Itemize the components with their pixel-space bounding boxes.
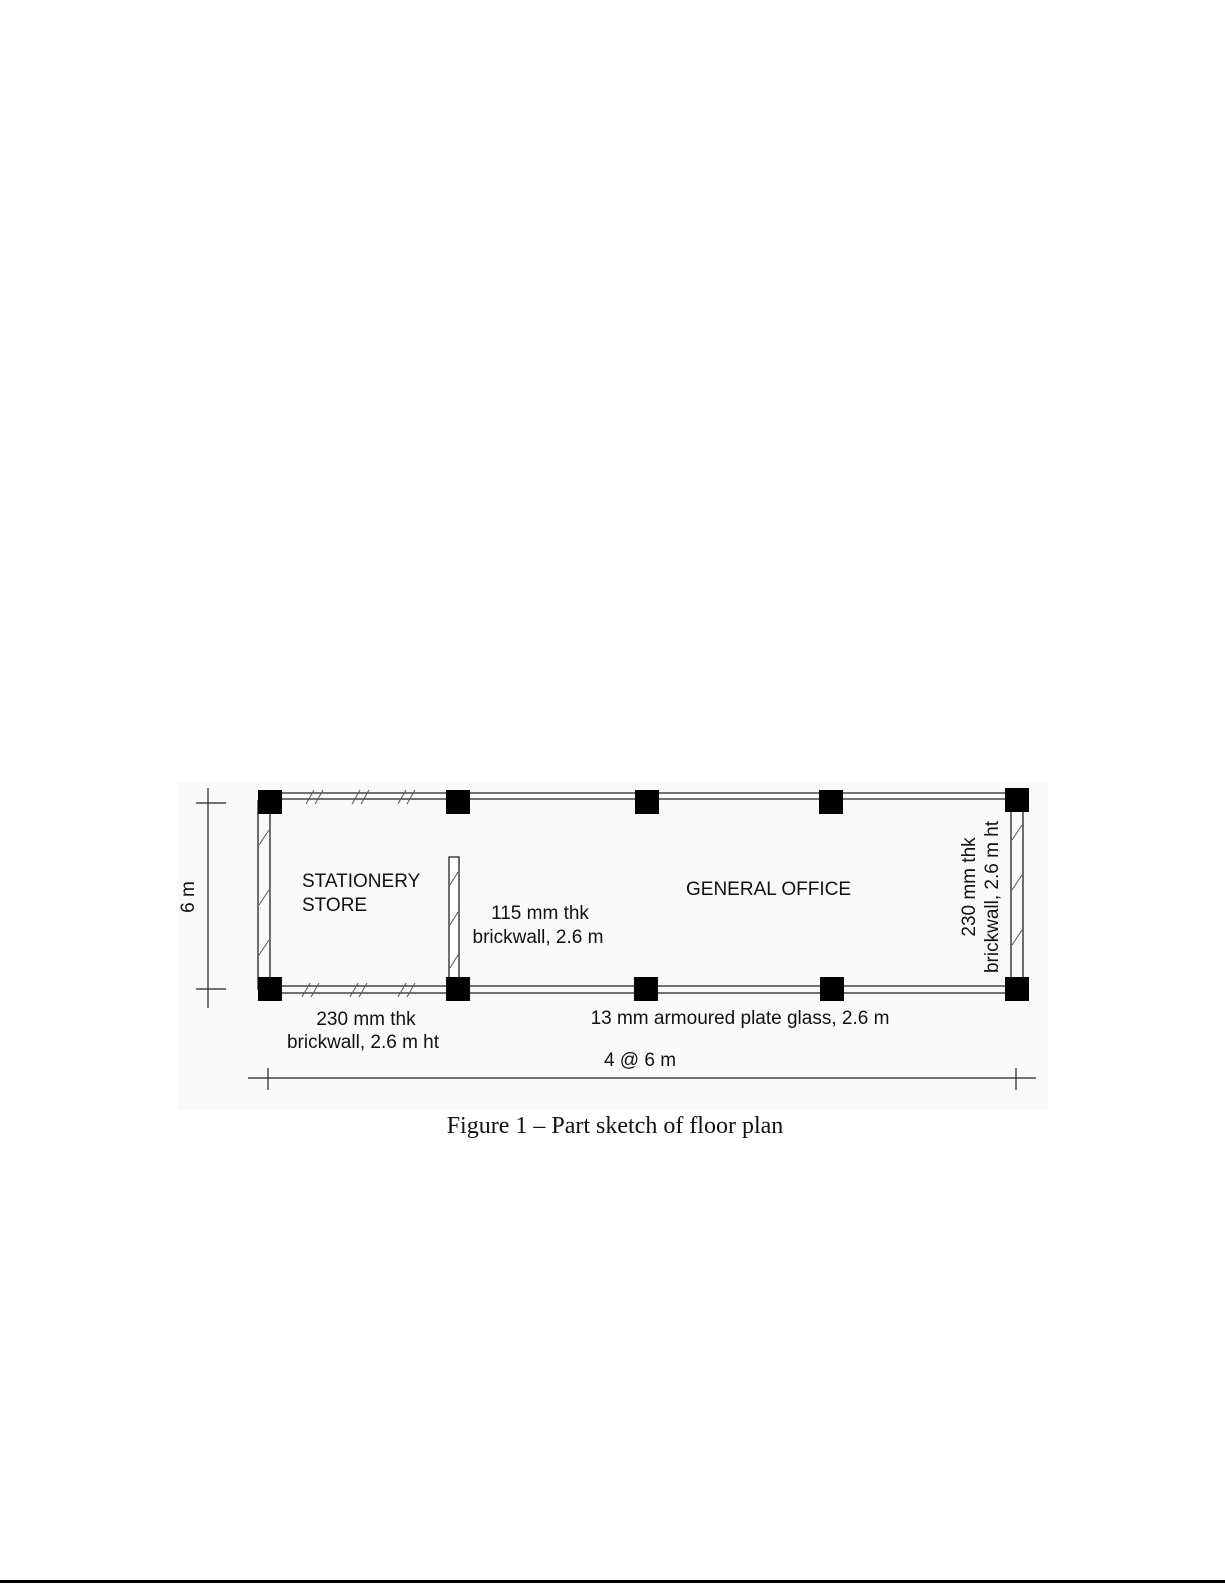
span-dimension-label: 4 @ 6 m (603, 1050, 677, 1071)
bottom-wall-label-line2: brickwall, 2.6 m ht (286, 1032, 440, 1053)
column (1005, 977, 1029, 1001)
column (258, 977, 282, 1001)
height-dimension-label: 6 m (178, 881, 199, 913)
column (446, 790, 470, 814)
right-wall-label-line2: brickwall, 2.6 m ht (982, 820, 1003, 974)
general-office-label: GENERAL OFFICE (686, 879, 852, 900)
right-wall-label-line1: 230 mm thk (959, 837, 980, 937)
figure-caption: Figure 1 – Part sketch of floor plan (446, 1113, 784, 1139)
stationery-store-label-line1: STATIONERY (302, 871, 421, 892)
column (820, 977, 844, 1001)
column (258, 790, 282, 814)
column (635, 790, 659, 814)
glass-wall-label: 13 mm armoured plate glass, 2.6 m (590, 1008, 890, 1029)
column (819, 790, 843, 814)
partition-wall-label-line2: brickwall, 2.6 m (472, 927, 604, 948)
stationery-store-label-line2: STORE (302, 895, 368, 916)
partition-wall (449, 857, 459, 987)
column (1005, 788, 1029, 812)
partition-wall-label-line1: 115 mm thk (491, 903, 589, 924)
column (634, 977, 658, 1001)
bottom-wall-label-line1: 230 mm thk (316, 1009, 416, 1030)
column (446, 977, 470, 1001)
page-bottom-rule (0, 1580, 1225, 1583)
